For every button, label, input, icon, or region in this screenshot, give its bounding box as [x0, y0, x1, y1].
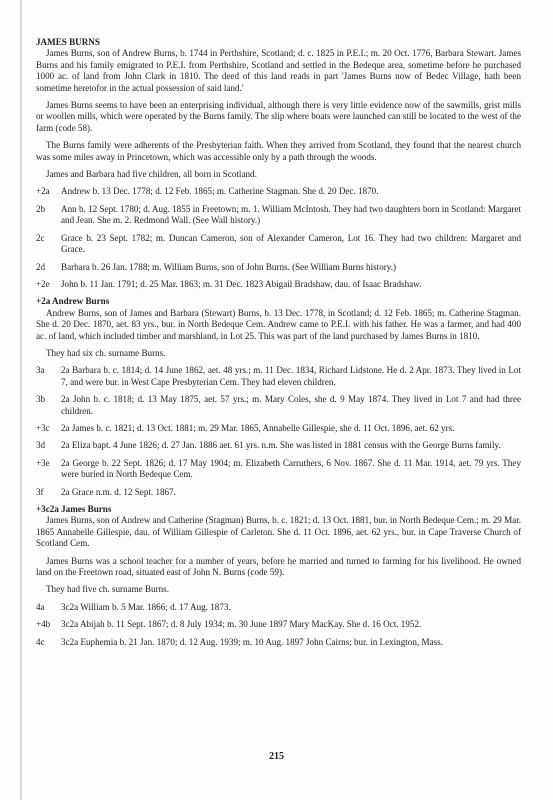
entry-code: 2b — [36, 203, 46, 214]
genealogy-entry — [36, 233, 521, 256]
entry-code: 2c — [36, 232, 45, 243]
genealogy-entry — [36, 394, 521, 417]
genealogy-entry — [36, 637, 521, 648]
paragraph: James Burns was a school teacher for a number of years, before he married and turned to farming for his livelihood. He owned land on the Freetown road, situated east of John N. Burns (code 59). — [36, 555, 521, 578]
genealogy-entry — [36, 262, 521, 273]
entry-code: +3e — [36, 457, 50, 468]
paragraph: James Burns seems to have been an enterprising individual, although there is very little evidence now of the sawmills, grist mills or woollen mills, which were operated by the Burns family. The slip where boats were launched can still be located to the west of the farm (code 58). — [36, 100, 521, 133]
entry-text: Ann b. 12 Sept. 1780; d. Aug. 1855 in Freetown; m. 1. William McIntosh. They had two daughters born in Scotland: Margaret and Jean. She m. 2. Redmond Wall. (See Wall history.) — [61, 203, 521, 226]
paragraph: James Burns, son of Andrew and Catherine (Stagman) Burns, b. c. 1821; d. 13 Oct. 1881, bur. in North Bedeque Cem.; m. 29 Mar. 1865 Annabelle Gillespie, dau. of William Gillespie of Carleton. She d. 11 Oct. 1896, aet. 62 yrs., bur. in Cape Traverse Church of Scotland Cem. — [36, 515, 521, 549]
entry-code: +4b — [36, 619, 51, 630]
paragraph: The Burns family were adherents of the Presbyterian faith. When they arrived from Scotland, they found that the nearest church was some miles away in Princetown, which was accessible only by a path through the woods. — [36, 140, 521, 162]
entry-text: Andrew b. 13 Dec. 1778; d. 12 Feb. 1865; m. Catherine Stagman. She d. 20 Dec. 1870. — [61, 186, 379, 197]
genealogy-entry — [36, 487, 521, 498]
paragraph: James and Barbara had five children, all born in Scotland. — [46, 169, 257, 180]
genealogy-entry — [36, 186, 521, 197]
paragraph: They had six ch. surname Burns. — [46, 347, 166, 358]
entry-text: 2a Barbara b. c. 1814; d. 14 June 1862, aet. 48 yrs.; m. 11 Dec. 1834, Richard Lidstone. He d. 2 Apr. 1873. They lived in Lot 7, and were bur. in West Cape Presbyterian Cem. They had eleven children. — [61, 365, 521, 387]
entry-code: 3a — [36, 365, 45, 376]
genealogy-entry — [36, 365, 521, 388]
genealogy-entry — [36, 423, 521, 434]
entry-code: 4c — [36, 636, 45, 647]
entry-text: 3c2a William b. 5 Mar. 1866; d. 17 Aug. 1873. — [61, 601, 231, 612]
entry-code: 3d — [36, 440, 46, 451]
entry-text: Barbara b. 26 Jan. 1788; m. William Burns, son of John Burns. (See William Burns history.) — [61, 261, 397, 272]
entry-code: 3b — [36, 394, 46, 405]
paragraph: James Burns, son of Andrew Burns, b. 1744 in Perthshire, Scotland; d. c. 1825 in P.E.I.; m. 20 Oct. 1776, Barbara Stewart. James Burns and his family emigrated to P.E.I. from Perthshire, Scotland and settled in the Bedeque area, sometime before he purchased 1000 ac. of land from John Clark in 1810. The deed of this land reads in part 'James Burns now of Bedec Village, hath been sometime heretofor in the actual possession of said land.' — [36, 48, 521, 93]
entry-code: 2d — [36, 261, 46, 272]
entry-text: Grace b. 23 Sept. 1782; m. Duncan Cameron, son of Alexander Cameron, Lot 16. They had two children: Margaret and Grace. — [61, 232, 521, 255]
entry-text: 3c2a Abijah b. 11 Sept. 1867; d. 8 July 1934; m. 30 June 1897 Mary MacKay. She d. 16 Oct. 1952. — [61, 619, 422, 630]
page-number: 215 — [269, 751, 284, 762]
entry-code: 4a — [36, 601, 45, 612]
entry-code: +2e — [36, 278, 50, 289]
genealogy-entry — [36, 458, 521, 481]
entry-code: +2a — [36, 186, 50, 197]
genealogy-entry — [36, 619, 521, 630]
paragraph: Andrew Burns, son of James and Barbara (Stewart) Burns, b. 13 Dec. 1778, in Scotland; d. 12 Feb. 1865; m. Catherine Stagman. She d. 20 Dec. 1870, aet. 83 yrs., bur. in North Bedeque Cem. Andrew came to P.E.I. with his father. He was a farmer, and had 400 ac. of land, which included timber and marshland, in Lot 25. This was part of the land purchased by James Burns in 1810. — [36, 307, 521, 341]
page-edge-shadow — [20, 0, 22, 800]
section-heading-james-burns: JAMES BURNS — [36, 37, 100, 47]
entry-text: 2a George b. 22 Sept. 1826; d. 17 May 1904; m. Elizabeth Carruthers, 6 Nov. 1867. She d. 11 Mar. 1914, aet. 79 yrs. They were buried in North Bedeque Cem. — [61, 457, 521, 480]
entry-text: 2a James b. c. 1821; d. 13 Oct. 1881; m. 29 Mar. 1865, Annabelle Gillespie, she d. 11 Oct. 1896, aet. 62 yrs. — [61, 422, 455, 433]
entry-text: 2a John b. c. 1818; d. 13 May 1875, aet. 57 yrs.; m. Mary Coles, she d. 9 May 1874. They lived in Lot 7 and had three children. — [61, 394, 521, 416]
entry-text: 3c2a Euphemia b. 21 Jan. 1870; d. 12 Aug. 1939; m. 10 Aug. 1897 John Cairns; bur. in Lexington, Mass. — [61, 636, 443, 647]
paragraph: They had five ch. surname Burns. — [46, 584, 169, 595]
section-heading-andrew-burns: +2a Andrew Burns — [36, 296, 110, 307]
genealogy-entry — [36, 602, 521, 613]
genealogy-entry — [36, 440, 521, 451]
section-heading-james-burns-3c2a: +3c2a James Burns — [36, 504, 112, 514]
genealogy-entry — [36, 204, 521, 227]
entry-code: +3c — [36, 422, 50, 433]
entry-text: John b. 11 Jan. 1791; d. 25 Mar. 1863; m. 31 Dec. 1823 Abigail Bradshaw, dau. of Isaac Bradshaw. — [61, 278, 422, 289]
genealogy-entry — [36, 279, 521, 290]
entry-text: 2a Eliza bapt. 4 June 1826; d. 27 Jan. 1886 aet. 61 yrs. n.m. She was listed in 1881 census with the George Burns family. — [61, 440, 501, 451]
page-content — [36, 37, 521, 654]
entry-code: 3f — [36, 486, 44, 497]
entry-text: 2a Grace n.m. d. 12 Sept. 1867. — [61, 486, 176, 497]
